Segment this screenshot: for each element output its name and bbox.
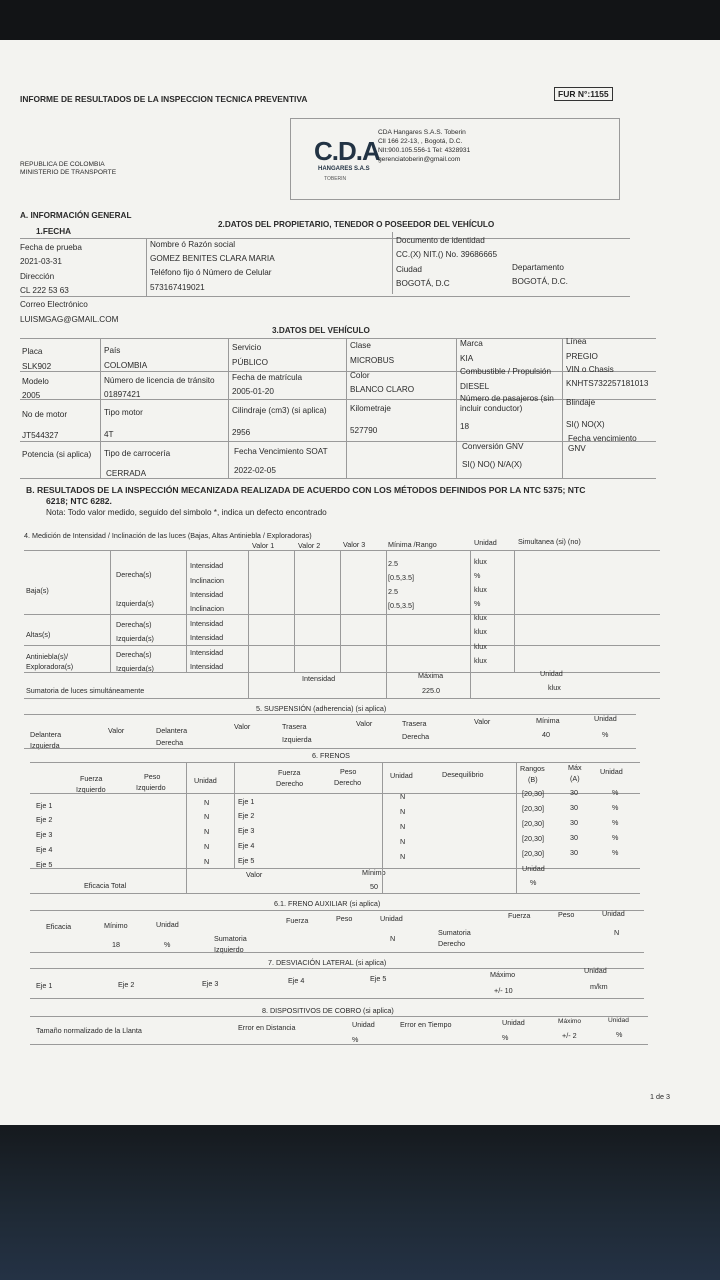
intensidad-label: Intensidad xyxy=(190,619,224,628)
logo-sub: HANGARES S.A.S xyxy=(318,166,370,172)
eje-label: Eje 4 xyxy=(288,976,305,985)
pct-value: % xyxy=(612,833,619,842)
divider xyxy=(24,698,660,699)
inclinacion-label: Inclinacion xyxy=(190,604,224,613)
company-line: gerenciatoberin@gmail.com xyxy=(378,156,461,163)
range-value: 2.5 xyxy=(388,587,398,596)
divider xyxy=(234,762,235,868)
frenos-title: 6. FRENOS xyxy=(312,751,350,760)
max-value: 30 xyxy=(570,788,578,797)
valor-label: Valor xyxy=(234,722,251,731)
clase-value: MICROBUS xyxy=(350,356,395,365)
auxiliar-title: 6.1. FRENO AUXILIAR (si aplica) xyxy=(274,899,381,908)
unit: klux xyxy=(474,557,487,566)
range-value: 2.5 xyxy=(388,559,398,568)
peso-label: Peso xyxy=(336,914,353,923)
marca-value: KIA xyxy=(460,354,474,363)
combustible-label: Combustible / Propulsión xyxy=(460,367,552,376)
pct-value: % xyxy=(616,1030,623,1039)
placa-value: SLK902 xyxy=(22,362,52,371)
izquierda-label: Izquierda(s) xyxy=(116,599,154,608)
vin-value: KNHTS732257181013 xyxy=(566,379,649,388)
eje-label: Eje 4 xyxy=(36,845,53,854)
divider xyxy=(30,1044,648,1045)
divider xyxy=(30,893,640,894)
divider xyxy=(340,550,341,672)
gnv-value: SI() NO() N/A(X) xyxy=(462,460,523,469)
section-a-title: A. INFORMACIÓN GENERAL xyxy=(20,211,132,220)
divider xyxy=(392,232,393,294)
izquierda-label: Izquierda(s) xyxy=(116,664,154,673)
matricula-value: 2005-01-20 xyxy=(232,387,274,396)
motor-label: No de motor xyxy=(22,410,68,419)
eje-label: Eje 4 xyxy=(238,841,255,850)
eficacia-total-label: Eficacia Total xyxy=(84,881,127,890)
ciudad-label: Ciudad xyxy=(396,265,422,274)
divider xyxy=(514,550,515,672)
eje-label: Eje 2 xyxy=(36,815,53,824)
maxima-value: 225.0 xyxy=(422,686,440,695)
derecha-label: Derecha(s) xyxy=(116,620,152,629)
linea-value: PREGIO xyxy=(566,352,598,361)
col-header: Valor 1 xyxy=(252,541,275,550)
rango-value: [20,30] xyxy=(522,849,544,858)
cilindraje-label: Cilindraje (cm3) (si aplica) xyxy=(232,406,327,415)
col-header: Valor 3 xyxy=(343,540,366,549)
gnv-venc-label: Fecha vencimiento xyxy=(568,434,637,443)
unit: % xyxy=(474,571,481,580)
unidad-label: Unidad xyxy=(594,714,617,723)
err-dist-label: Error en Distancia xyxy=(238,1023,296,1032)
motor-value: JT544327 xyxy=(22,431,59,440)
eje-label: Eje 3 xyxy=(238,826,255,835)
company-line: Cll 166 22-13, , Bogotá, D.C. xyxy=(378,138,463,145)
page-number: 1 de 3 xyxy=(650,1092,670,1101)
eje-label: Eje 3 xyxy=(36,830,53,839)
divider xyxy=(24,645,660,646)
republic-text: REPUBLICA DE COLOMBIA xyxy=(20,161,105,168)
divider xyxy=(30,868,640,869)
servicio-value: PÚBLICO xyxy=(232,358,268,367)
unit: klux xyxy=(474,656,487,665)
col-header: Valor 2 xyxy=(298,541,321,550)
divider xyxy=(24,748,636,749)
company-line: CDA Hangares S.A.S. Toberin xyxy=(378,129,466,136)
section-b-note: Nota: Todo valor medido, seguido del simbolo *, indica un defecto encontrado xyxy=(46,508,327,517)
minima-label: Mínima xyxy=(536,716,560,725)
unit-n: N xyxy=(204,857,210,866)
unit-n: N xyxy=(400,822,406,831)
eje-label: Eje 3 xyxy=(202,979,219,988)
divider xyxy=(30,793,640,794)
pais-value: COLOMBIA xyxy=(104,361,148,370)
maximo-label: Máximo xyxy=(490,970,516,979)
eje-label: Eje 5 xyxy=(238,856,255,865)
intensidad-label: Intensidad xyxy=(190,561,224,570)
unidad-label: Unidad xyxy=(352,1020,375,1029)
inclinacion-label: Inclinacion xyxy=(190,576,224,585)
range-value: [0.5,3.5] xyxy=(388,573,414,582)
documento-value: CC.(X) NIT.() No. 39686665 xyxy=(396,250,498,259)
unit: klux xyxy=(474,585,487,594)
modelo-label: Modelo xyxy=(22,377,49,386)
fecha-label: Fecha de prueba xyxy=(20,243,82,252)
unidad-label: Unidad xyxy=(540,669,563,678)
divider xyxy=(20,371,656,372)
unidad-value: klux xyxy=(548,683,561,692)
unit-n: N xyxy=(614,928,620,937)
minimo-label: Mínimo xyxy=(104,921,128,930)
fuerza-der-label-2: Derecho xyxy=(276,779,304,788)
pct-value: % xyxy=(612,848,619,857)
unidad-label: Unidad xyxy=(584,966,607,975)
eje-label: Eje 1 xyxy=(36,801,53,810)
color-value: BLANCO CLARO xyxy=(350,385,415,394)
unit-n: N xyxy=(390,934,396,943)
placa-label: Placa xyxy=(22,347,43,356)
valor-label: Valor xyxy=(474,717,491,726)
fuerza-der-label: Fuerza xyxy=(278,768,301,777)
valor-label: Valor xyxy=(246,870,263,879)
del-izq-label-2: Izquierda xyxy=(30,741,60,750)
ciudad-value: BOGOTÁ, D.C xyxy=(396,279,450,288)
tra-der-label: Trasera xyxy=(402,719,427,728)
divider xyxy=(20,338,656,339)
minimo-label: Mínimo xyxy=(362,868,386,877)
minima-value: 40 xyxy=(542,730,550,739)
max-label: Máx xyxy=(568,763,582,772)
unit-n: N xyxy=(400,792,406,801)
company-line: NIt:900.105.556-1 Tel: 4328931 xyxy=(378,147,471,154)
pct-value: % xyxy=(352,1035,359,1044)
divider xyxy=(24,672,660,673)
rangos-label-2: (B) xyxy=(528,775,538,784)
fuerza-izq-label: Fuerza xyxy=(80,774,103,783)
eje-label: Eje 1 xyxy=(238,797,255,806)
section-b-title: B. RESULTADOS DE LA INSPECCIÓN MECANIZADA REALIZADA DE ACUERDO CON LOS MÉTODOS DEFINIDOS POR LA NTC 5375; NTC xyxy=(26,485,586,495)
divider xyxy=(186,762,187,893)
unidad-value: % xyxy=(602,730,609,739)
pasajeros-value: 18 xyxy=(460,422,470,431)
divider xyxy=(294,550,295,672)
logo-sub2: TOBERIN xyxy=(324,176,347,182)
maximo-value: +/- 10 xyxy=(494,986,513,995)
divider xyxy=(186,550,187,672)
eficacia-label: Eficacia xyxy=(46,922,72,931)
pct-value: % xyxy=(502,1033,509,1042)
divider xyxy=(20,399,656,400)
range-value: [0.5,3.5] xyxy=(388,601,414,610)
peso-izq-label: Peso xyxy=(144,772,161,781)
sumatoria-label: Sumatoria de luces simultáneamente xyxy=(26,686,145,695)
max-value: 30 xyxy=(570,818,578,827)
derecha-label: Derecha(s) xyxy=(116,570,152,579)
divider xyxy=(382,762,383,893)
divider xyxy=(24,714,636,715)
licencia-label: Número de licencia de tránsito xyxy=(104,376,215,385)
divider xyxy=(456,338,457,478)
unidad-label: Unidad xyxy=(380,914,403,923)
divider xyxy=(562,338,563,478)
unidad-label: Unidad xyxy=(602,909,625,918)
divider xyxy=(20,238,630,239)
cda-logo xyxy=(304,136,380,186)
divider xyxy=(346,338,347,478)
unidad-label: Unidad xyxy=(156,920,179,929)
col-header: Unidad xyxy=(474,538,497,547)
desviacion-title: 7. DESVIACIÓN LATERAL (si aplica) xyxy=(268,958,387,967)
pct-value: % xyxy=(612,788,619,797)
marca-label: Marca xyxy=(460,339,483,348)
unit-n: N xyxy=(400,852,406,861)
sum-der-label: Sumatoria xyxy=(438,928,471,937)
direccion-value: CL 222 53 63 xyxy=(20,286,69,295)
peso-der-label-2: Derecho xyxy=(334,778,362,787)
del-der-label: Delantera xyxy=(156,726,188,735)
peso-label: Peso xyxy=(558,910,575,919)
rango-value: [20,30] xyxy=(522,819,544,828)
divider xyxy=(30,968,644,969)
tra-der-label-2: Derecha xyxy=(402,732,430,741)
izquierda-label: Izquierda(s) xyxy=(116,634,154,643)
maximo-value: +/- 2 xyxy=(562,1031,577,1040)
divider xyxy=(30,1016,648,1017)
background-bottom xyxy=(0,1122,720,1280)
fuerza-label: Fuerza xyxy=(508,911,531,920)
unit-n: N xyxy=(204,842,210,851)
unit-n: N xyxy=(400,807,406,816)
eje-label: Eje 1 xyxy=(36,981,53,990)
divider xyxy=(100,338,101,478)
vehicle-title: 3.DATOS DEL VEHÍCULO xyxy=(272,326,370,335)
pasajeros-label: Número de pasajeros (sin xyxy=(460,394,554,403)
divider xyxy=(24,614,660,615)
owner-title: 2.DATOS DEL PROPIETARIO, TENEDOR O POSEEDOR DEL VEHÍCULO xyxy=(218,220,495,229)
correo-label: Correo Electrónico xyxy=(20,300,88,309)
rango-value: [20,30] xyxy=(522,834,544,843)
fuerza-izq-label-2: Izquierdo xyxy=(76,785,106,794)
direccion-label: Dirección xyxy=(20,272,55,281)
peso-der-label: Peso xyxy=(340,767,357,776)
eje-label: Eje 2 xyxy=(238,811,255,820)
peso-izq-label-2: Izquierdo xyxy=(136,783,166,792)
blindaje-label: Blindaje xyxy=(566,398,596,407)
servicio-label: Servicio xyxy=(232,343,262,352)
antiniebla-label: Antiniebla(s)/ xyxy=(26,652,68,661)
minimo-value: 50 xyxy=(370,882,378,891)
gnv-venc-label-2: GNV xyxy=(568,444,586,453)
max-label-2: (A) xyxy=(570,774,580,783)
intensidad-label: Intensidad xyxy=(190,590,224,599)
nombre-label: Nombre ó Razón social xyxy=(150,240,236,249)
potencia-label: Potencia (si aplica) xyxy=(22,450,92,459)
unidad-label: Unidad xyxy=(522,864,545,873)
intensidad-label: Intensidad xyxy=(190,633,224,642)
sum-izq-label: Sumatoria xyxy=(214,934,247,943)
unidad-value: m/km xyxy=(590,982,608,991)
soat-value: 2022-02-05 xyxy=(234,466,276,475)
soat-label: Fecha Vencimiento SOAT xyxy=(234,447,328,456)
divider xyxy=(386,550,387,698)
combustible-value: DIESEL xyxy=(460,382,490,391)
maximo-label: Máximo xyxy=(558,1018,582,1025)
divider xyxy=(30,998,644,999)
pct-value: % xyxy=(612,803,619,812)
blindaje-value: SI() NO(X) xyxy=(566,420,605,429)
fecha-title: 1.FECHA xyxy=(36,227,72,236)
divider xyxy=(110,550,111,672)
divider xyxy=(228,338,229,478)
carroceria-label: Tipo de carrocería xyxy=(104,449,171,458)
tra-izq-label: Trasera xyxy=(282,722,307,731)
intensidad-label: Intensidad xyxy=(190,648,224,657)
minimo-value: 18 xyxy=(112,940,120,949)
altas-label: Altas(s) xyxy=(26,630,51,639)
divider xyxy=(24,550,660,551)
divider xyxy=(20,441,656,442)
unit: klux xyxy=(474,613,487,622)
tipo-motor-label: Tipo motor xyxy=(104,408,143,417)
sum-intensidad-label: Intensidad xyxy=(302,674,336,683)
unit-n: N xyxy=(204,798,210,807)
unit: klux xyxy=(474,627,487,636)
tipo-motor-value: 4T xyxy=(104,430,114,439)
divider xyxy=(30,910,644,911)
logo-text: C.D.A xyxy=(314,136,380,166)
col-header: Mínima /Rango xyxy=(388,540,437,549)
fur-number: FUR N°:1155 xyxy=(554,87,613,101)
pct-value: % xyxy=(612,818,619,827)
err-tiempo-label: Error en Tiempo xyxy=(400,1020,452,1029)
unidad-label: Unidad xyxy=(390,771,413,780)
ministry-text: MINISTERIO DE TRANSPORTE xyxy=(20,169,117,176)
unidad-value: % xyxy=(530,878,537,887)
valor-label: Valor xyxy=(356,719,373,728)
gnv-label: Conversión GNV xyxy=(462,442,524,451)
report-title: INFORME DE RESULTADOS DE LA INSPECCION TECNICA PREVENTIVA xyxy=(20,94,308,104)
fuerza-label: Fuerza xyxy=(286,916,309,925)
nombre-value: GOMEZ BENITES CLARA MARIA xyxy=(150,254,275,263)
max-value: 30 xyxy=(570,833,578,842)
carroceria-value: CERRADA xyxy=(106,469,147,478)
licencia-value: 01897421 xyxy=(104,390,141,399)
divider xyxy=(248,550,249,698)
luces-title: 4. Medición de Intensidad / Inclinación de las luces (Bajas, Altas Antiniebla / Exploradoras) xyxy=(24,531,312,540)
divider xyxy=(30,762,640,763)
eje-label: Eje 2 xyxy=(118,980,135,989)
divider xyxy=(516,762,517,893)
unit: klux xyxy=(474,642,487,651)
divider xyxy=(20,478,656,479)
matricula-label: Fecha de matrícula xyxy=(232,373,303,382)
vin-label: VIN o Chasis xyxy=(566,365,614,374)
bajas-label: Baja(s) xyxy=(26,586,49,595)
linea-label: Línea xyxy=(566,337,587,346)
modelo-value: 2005 xyxy=(22,391,41,400)
unit: % xyxy=(474,599,481,608)
clase-label: Clase xyxy=(350,341,371,350)
col-header: Simultanea (si) (no) xyxy=(518,537,581,546)
unidad-value: % xyxy=(164,940,171,949)
antiniebla-label-2: Exploradora(s) xyxy=(26,662,74,671)
fecha-value: 2021-03-31 xyxy=(20,257,62,266)
suspension-title: 5. SUSPENSIÓN (adherencia) (si aplica) xyxy=(256,704,387,713)
unit-n: N xyxy=(204,827,210,836)
eje-label: Eje 5 xyxy=(370,974,387,983)
km-value: 527790 xyxy=(350,426,378,435)
color-label: Color xyxy=(350,371,370,380)
rango-value: [20,30] xyxy=(522,789,544,798)
depto-label: Departamento xyxy=(512,263,564,272)
eje-label: Eje 5 xyxy=(36,860,53,869)
valor-label: Valor xyxy=(108,726,125,735)
del-der-label-2: Derecha xyxy=(156,738,184,747)
unidad-label: Unidad xyxy=(600,767,623,776)
divider xyxy=(470,550,471,698)
rango-value: [20,30] xyxy=(522,804,544,813)
divider xyxy=(20,296,630,297)
sum-izq-label-2: Izquierdo xyxy=(214,945,244,954)
unit-n: N xyxy=(204,812,210,821)
unit-n: N xyxy=(400,837,406,846)
desequilibrio-label: Desequilibrio xyxy=(442,770,484,779)
divider xyxy=(30,952,644,953)
maxima-label: Máxima xyxy=(418,671,444,680)
max-value: 30 xyxy=(570,803,578,812)
unidad-label: Unidad xyxy=(194,776,217,785)
rangos-label: Rangos xyxy=(520,764,545,773)
cilindraje-value: 2956 xyxy=(232,428,251,437)
unidad-label: Unidad xyxy=(502,1018,525,1027)
del-izq-label: Delantera xyxy=(30,730,62,739)
unidad-label: Unidad xyxy=(608,1017,629,1024)
cobro-title: 8. DISPOSITIVOS DE COBRO (si aplica) xyxy=(262,1006,394,1015)
telefono-value: 573167419021 xyxy=(150,283,205,292)
max-value: 30 xyxy=(570,848,578,857)
telefono-label: Teléfono fijo ó Número de Celular xyxy=(150,268,272,277)
divider xyxy=(146,238,147,296)
km-label: Kilometraje xyxy=(350,404,391,413)
derecha-label: Derecha(s) xyxy=(116,650,152,659)
sum-der-label-2: Derecho xyxy=(438,939,466,948)
llanta-label: Tamaño normalizado de la Llanta xyxy=(36,1026,142,1035)
pasajeros-label-2: incluir conductor) xyxy=(460,404,523,413)
correo-value: LUISMGAG@GMAIL.COM xyxy=(20,315,119,324)
section-b-title-2: 6218; NTC 6282. xyxy=(46,496,112,506)
intensidad-label: Intensidad xyxy=(190,662,224,671)
tra-izq-label-2: Izquierda xyxy=(282,735,312,744)
depto-value: BOGOTÁ, D.C. xyxy=(512,277,568,286)
pais-label: País xyxy=(104,346,121,355)
documento-label: Documento de identidad xyxy=(396,236,485,245)
